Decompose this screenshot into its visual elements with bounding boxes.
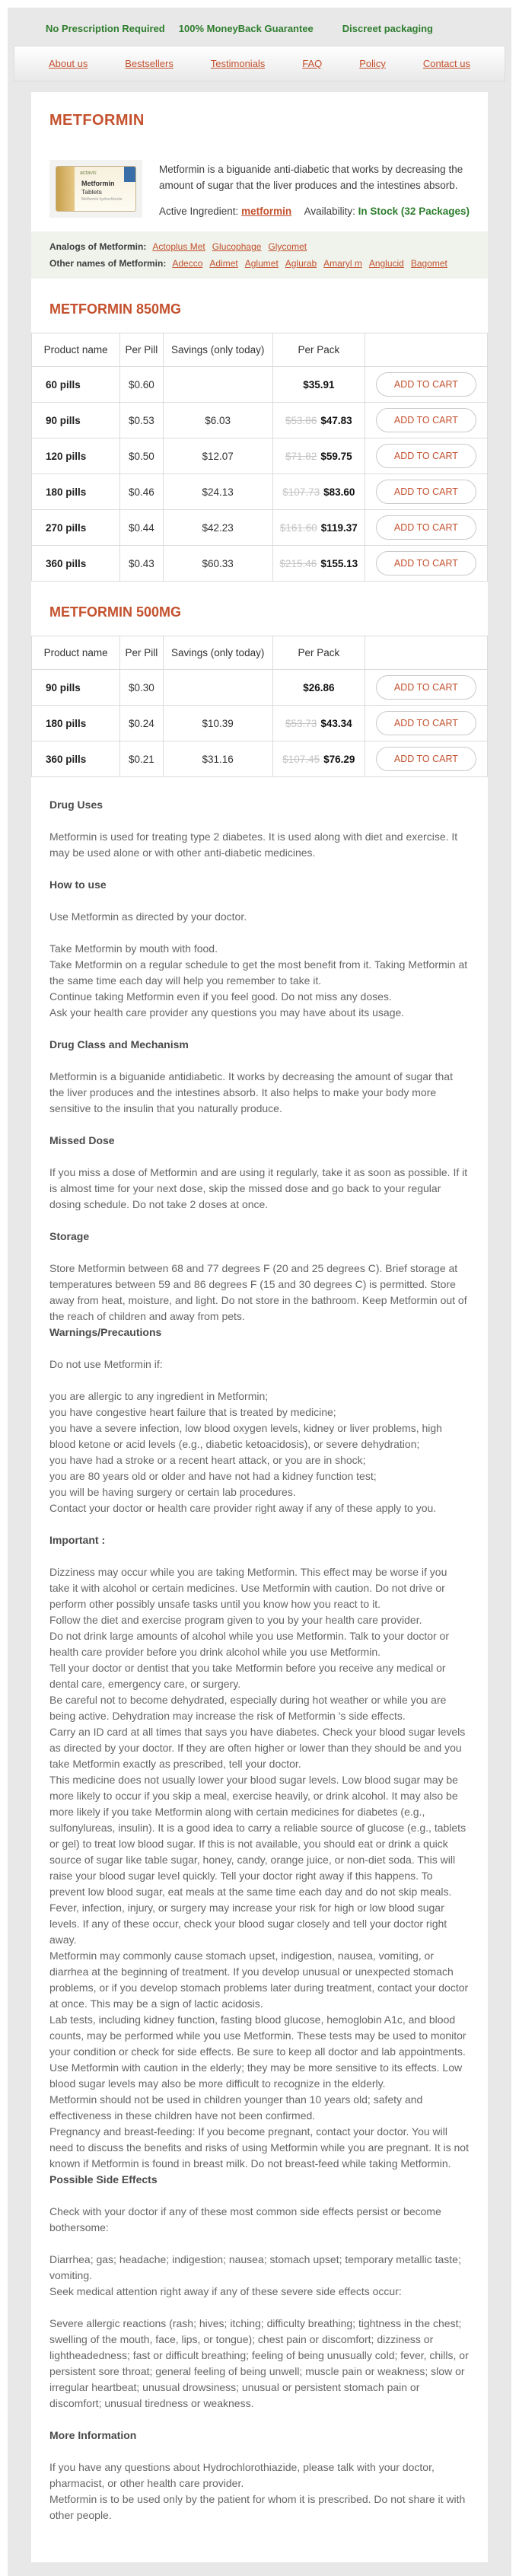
text-line: Metformin is to be used only by the patient for whom it is prescribed. Do not share it with other people. bbox=[49, 2493, 466, 2521]
cell-per-pack bbox=[272, 367, 365, 403]
text-line: Continue taking Metformin even if you feel good. Do not miss any doses. bbox=[49, 990, 392, 1003]
text-line: you have a severe infection, low blood oxygen levels, kidney or liver problems, high blood ketone or acid levels (e.g., diabetic ketoacidosis), or severe dehydration; bbox=[49, 1422, 442, 1450]
column-header-product-name: Product name bbox=[32, 333, 120, 367]
text-line: Metformin is used for treating type 2 diabetes. It is used along with diet and exercise. It may be used alone or with other anti-diabetic medicines. bbox=[49, 831, 458, 859]
analogs-label: Analogs of Metformin: bbox=[49, 241, 147, 252]
text-line: you have congestive heart failure that is treated by medicine; bbox=[49, 1406, 336, 1418]
cell-actions bbox=[365, 474, 487, 510]
analog-link-adimet[interactable]: Adimet bbox=[209, 258, 238, 269]
page-wrapper bbox=[8, 8, 511, 2576]
table-header-row bbox=[32, 636, 488, 670]
text-line: Pregnancy and breast-feeding: If you become pregnant, contact your doctor. You will need to discuss the benefits and risks of using Metformin while you are pregnant. It is not known if Metformin is found in breast milk. Do not breast-feed while taking Metformin. bbox=[49, 2125, 469, 2170]
product-description: Metformin is a biguanide anti-diabetic that works by decreasing the amount of sugar that the liver produces and the intestines absorb. bbox=[159, 164, 463, 191]
cell-savings: $6.03 bbox=[163, 403, 272, 438]
table-row bbox=[32, 438, 488, 474]
cell-savings: $10.39 bbox=[163, 706, 272, 741]
paragraph bbox=[49, 1357, 470, 1372]
subheading-warnings-precautions: Warnings/Precautions bbox=[49, 1326, 162, 1338]
paragraph bbox=[49, 1388, 470, 1516]
cell-savings: $12.07 bbox=[163, 438, 272, 474]
old-price: $107.45 bbox=[282, 753, 320, 765]
cell-actions bbox=[365, 510, 487, 546]
add-to-cart-button[interactable]: ADD TO CART bbox=[376, 444, 476, 468]
cell-savings: $24.13 bbox=[163, 474, 272, 510]
analog-link-glucophage[interactable]: Glucophage bbox=[212, 241, 262, 252]
analogs-box bbox=[31, 231, 488, 279]
section-heading-important: Important : bbox=[49, 1534, 106, 1546]
section-more-information bbox=[49, 2428, 470, 2523]
pack-price: $43.34 bbox=[320, 717, 352, 729]
paragraph bbox=[49, 1069, 470, 1117]
cell-actions bbox=[365, 741, 487, 777]
section-how-to-use bbox=[49, 877, 470, 1021]
analog-link-adecco[interactable]: Adecco bbox=[172, 258, 203, 269]
pill-box-corner bbox=[124, 167, 135, 182]
section-storage bbox=[49, 1229, 470, 1516]
active-ingredient-link[interactable]: metformin bbox=[241, 206, 292, 217]
cell-per-pack bbox=[272, 403, 365, 438]
pill-box-side bbox=[56, 167, 75, 211]
analog-link-aglumet[interactable]: Aglumet bbox=[244, 258, 279, 269]
feature-strip bbox=[8, 8, 511, 46]
text-line: Contact your doctor or health care provider right away if any of these apply to you. bbox=[49, 1502, 437, 1514]
analog-link-aglurab[interactable]: Aglurab bbox=[285, 258, 317, 269]
nav-link-faq[interactable]: FAQ bbox=[302, 58, 323, 69]
feature-discreet-packaging: Discreet packaging bbox=[342, 23, 433, 34]
analogs-row bbox=[49, 238, 470, 255]
column-header-per-pill: Per Pill bbox=[120, 333, 163, 367]
availability-label: Availability: bbox=[304, 206, 355, 217]
analog-link-anglucid[interactable]: Anglucid bbox=[368, 258, 404, 269]
text-line: Fever, infection, injury, or surgery may increase your risk for high or low blood sugar levels. If any of these occur, check your blood sugar closely and tell your doctor right away. bbox=[49, 1902, 447, 1946]
text-line: Seek medical attention right away if any of these severe side effects occur: bbox=[49, 2285, 402, 2297]
column-header-actions bbox=[365, 636, 487, 670]
cell-per-pack bbox=[272, 438, 365, 474]
ingredient-availability-row bbox=[159, 206, 470, 217]
cell-actions bbox=[365, 367, 487, 403]
text-line: Take Metformin on a regular schedule to get the most benefit from it. Taking Metformin at the same time each day will help you remember to take it. bbox=[49, 958, 468, 987]
section-heading-drug-class-and-mechanism: Drug Class and Mechanism bbox=[49, 1038, 189, 1050]
cell-actions bbox=[365, 670, 487, 706]
add-to-cart-button[interactable]: ADD TO CART bbox=[376, 551, 476, 575]
cell-product-name: 120 pills bbox=[32, 438, 120, 474]
cell-per-pill: $0.21 bbox=[120, 741, 163, 777]
pack-price: $35.91 bbox=[303, 378, 335, 391]
pill-box-type: Tablets bbox=[81, 188, 102, 196]
column-header-per-pack: Per Pack bbox=[272, 333, 365, 367]
pack-price: $155.13 bbox=[320, 557, 358, 569]
column-header-per-pill: Per Pill bbox=[120, 636, 163, 670]
cell-per-pill: $0.60 bbox=[120, 367, 163, 403]
cell-per-pack bbox=[272, 546, 365, 582]
text-line: Ask your health care provider any questions you may have about its usage. bbox=[49, 1006, 405, 1019]
table-row bbox=[32, 546, 488, 582]
product-summary bbox=[31, 129, 488, 218]
nav-link-bestsellers[interactable]: Bestsellers bbox=[125, 58, 174, 69]
feature-100-moneyback-guarantee: 100% MoneyBack Guarantee bbox=[178, 23, 314, 34]
pack-price: $26.86 bbox=[303, 681, 335, 693]
add-to-cart-button[interactable]: ADD TO CART bbox=[376, 747, 476, 771]
column-header-savings-only-today: Savings (only today) bbox=[163, 636, 272, 670]
cell-product-name: 180 pills bbox=[32, 474, 120, 510]
text-line: you have had a stroke or a recent heart attack, or you are in shock; bbox=[49, 1454, 366, 1466]
text-line: Metformin should not be used in children younger than 10 years old; safety and effectiveness in these children have not been confirmed. bbox=[49, 2093, 423, 2122]
active-ingredient bbox=[159, 206, 291, 217]
cell-savings bbox=[163, 670, 272, 706]
text-line: you are 80 years old or older and have not had a kidney function test; bbox=[49, 1470, 377, 1482]
text-line: Tell your doctor or dentist that you take Metformin before you receive any medical or dental care, emergency care, or surgery. bbox=[49, 1662, 446, 1690]
cell-per-pack bbox=[272, 741, 365, 777]
text-line: Metformin is a biguanide antidiabetic. It works by decreasing the amount of sugar that the liver produces and the intestines absorb. It also helps to make your body more sensitive to the insulin that you naturally produce. bbox=[49, 1070, 453, 1114]
text-line: Store Metformin between 68 and 77 degrees F (20 and 25 degrees C). Brief storage at temperatures between 59 and 86 degrees F (15 and 30 degrees C) is permitted. Store away from heat, moisture, and light. Do not store in the bathroom. Keep Metformin out of the reach of children and away from pets. bbox=[49, 1262, 467, 1322]
paragraph bbox=[49, 2252, 470, 2300]
cell-per-pill: $0.43 bbox=[120, 546, 163, 582]
old-price: $71.82 bbox=[285, 450, 317, 462]
table-row bbox=[32, 367, 488, 403]
cell-savings bbox=[163, 367, 272, 403]
section-drug-class-and-mechanism bbox=[49, 1037, 470, 1117]
text-line: Do not use Metformin if: bbox=[49, 1358, 163, 1370]
table-row bbox=[32, 510, 488, 546]
nav-link-testimonials[interactable]: Testimonials bbox=[210, 58, 266, 69]
column-header-actions bbox=[365, 333, 487, 367]
cell-product-name: 270 pills bbox=[32, 510, 120, 546]
text-line: Diarrhea; gas; headache; indigestion; nausea; stomach upset; temporary metallic taste; vomiting. bbox=[49, 2253, 461, 2281]
nav-link-contact-us[interactable]: Contact us bbox=[422, 58, 470, 69]
text-line: Follow the diet and exercise program given to you by your health care provider. bbox=[49, 1614, 422, 1626]
availability bbox=[304, 206, 470, 217]
product-card bbox=[31, 92, 488, 2562]
feature-no-prescription-required: No Prescription Required bbox=[46, 23, 165, 34]
product-info bbox=[159, 160, 470, 218]
analog-link-amaryl-m[interactable]: Amaryl m bbox=[323, 258, 362, 269]
cell-product-name: 360 pills bbox=[32, 546, 120, 582]
text-line: If you have any questions about Hydrochlorothiazide, please talk with your doctor, pharmacist, or other health care provider. bbox=[49, 2461, 435, 2489]
text-line: Metformin may commonly cause stomach upset, indigestion, nausea, vomiting, or diarrhea at the beginning of treatment. If you develop unusual or unexpected stomach problems, or if you develop stomach problems later during treatment, contact your doctor at once. This may be a sign of lactic acidosis. bbox=[49, 1950, 469, 2010]
add-to-cart-button[interactable]: ADD TO CART bbox=[376, 408, 476, 432]
other-names-row bbox=[49, 255, 470, 272]
pill-box-name: Metformin bbox=[81, 180, 115, 187]
paragraph bbox=[49, 941, 470, 1021]
add-to-cart-button[interactable]: ADD TO CART bbox=[376, 711, 476, 735]
section-heading-storage: Storage bbox=[49, 1230, 90, 1242]
active-ingredient-label: Active Ingredient: bbox=[159, 206, 239, 217]
column-header-per-pack: Per Pack bbox=[272, 636, 365, 670]
text-line: Carry an ID card at all times that says you have diabetes. Check your blood sugar levels as directed by your doctor. If they are often higher or lower than they should be and you take Metformin exactly as prescribed, tell your doctor. bbox=[49, 1726, 466, 1770]
cell-actions bbox=[365, 706, 487, 741]
cell-savings: $42.23 bbox=[163, 510, 272, 546]
cell-per-pill: $0.50 bbox=[120, 438, 163, 474]
section-heading-drug-uses: Drug Uses bbox=[49, 799, 103, 811]
paragraph bbox=[49, 829, 470, 861]
pack-price: $83.60 bbox=[323, 486, 355, 498]
cell-actions bbox=[365, 438, 487, 474]
page-title: METFORMIN bbox=[49, 112, 145, 129]
section-heading-more-information: More Information bbox=[49, 2429, 137, 2441]
text-line: Take Metformin by mouth with food. bbox=[49, 942, 218, 955]
drug-info-sections bbox=[31, 777, 488, 2523]
add-to-cart-button[interactable]: ADD TO CART bbox=[376, 675, 476, 700]
subheading-possible-side-effects: Possible Side Effects bbox=[49, 2173, 158, 2185]
cell-per-pill: $0.53 bbox=[120, 403, 163, 438]
text-line: This medicine does not usually lower your blood sugar levels. Low blood sugar may be more likely to occur if you skip a meal, exercise heavily, or drink alcohol. It may also be more likely if you take Metformin along with certain medicines for diabetes (e.g., sulfonylureas, insulin). It is a good idea to carry a reliable source of glucose (e.g., tablets or gel) to treat low blood sugar. If this is not available, you should eat or drink a quick source of sugar like table sugar, honey, candy, orange juice, or non-diet soda. This will raise your blood sugar level quickly. Tell your doctor right away if this happens. To prevent low blood sugar, eat meals at the same time each day and do not skip meals. bbox=[49, 1774, 466, 1898]
cell-actions bbox=[365, 403, 487, 438]
analog-link-glycomet[interactable]: Glycomet bbox=[268, 241, 307, 252]
nav-link-policy[interactable]: Policy bbox=[359, 58, 386, 69]
text-line: you will be having surgery or certain lab procedures. bbox=[49, 1486, 296, 1498]
table-row bbox=[32, 706, 488, 741]
add-to-cart-button[interactable]: ADD TO CART bbox=[376, 480, 476, 504]
paragraph bbox=[49, 1165, 470, 1213]
pill-box-subtitle: Metformin hydrochloride bbox=[81, 197, 123, 202]
cell-per-pack bbox=[272, 706, 365, 741]
paragraph bbox=[49, 909, 470, 925]
paragraph bbox=[49, 1261, 470, 1325]
pack-price: $119.37 bbox=[320, 521, 358, 534]
cell-product-name: 180 pills bbox=[32, 706, 120, 741]
navbar bbox=[14, 46, 505, 81]
table-row bbox=[32, 670, 488, 706]
analog-link-actoplus-met[interactable]: Actoplus Met bbox=[152, 241, 205, 252]
cell-per-pack bbox=[272, 474, 365, 510]
add-to-cart-button[interactable]: ADD TO CART bbox=[376, 372, 476, 397]
cell-per-pill: $0.24 bbox=[120, 706, 163, 741]
column-header-savings-only-today: Savings (only today) bbox=[163, 333, 272, 367]
add-to-cart-button[interactable]: ADD TO CART bbox=[376, 515, 476, 540]
section-important bbox=[49, 1532, 470, 2412]
price-tables bbox=[31, 279, 488, 777]
text-line: Check with your doctor if any of these most common side effects persist or become bothersome: bbox=[49, 2205, 441, 2233]
paragraph bbox=[49, 1564, 470, 2172]
paragraph bbox=[49, 2204, 470, 2236]
cell-product-name: 90 pills bbox=[32, 670, 120, 706]
pack-price: $59.75 bbox=[320, 450, 352, 462]
section-heading-how-to-use: How to use bbox=[49, 878, 107, 891]
analog-link-bagomet[interactable]: Bagomet bbox=[410, 258, 447, 269]
old-price: $53.86 bbox=[285, 414, 317, 426]
table-row bbox=[32, 474, 488, 510]
cell-per-pack bbox=[272, 670, 365, 706]
section-heading-missed-dose: Missed Dose bbox=[49, 1134, 115, 1146]
cell-per-pill: $0.30 bbox=[120, 670, 163, 706]
table-title-metformin-500mg: METFORMIN 500MG bbox=[49, 604, 182, 620]
paragraph bbox=[49, 2316, 470, 2412]
text-line: Be careful not to become dehydrated, especially during hot weather or while you are being active. Dehydration may increase the risk of Metformin 's side effects. bbox=[49, 1694, 447, 1722]
product-image bbox=[49, 160, 142, 218]
table-header-row bbox=[32, 333, 488, 367]
old-price: $161.60 bbox=[279, 521, 317, 534]
text-line: Use Metformin with caution in the elderly; they may be more sensitive to its effects. Low blood sugar levels may also be more difficult to recognize in the elderly. bbox=[49, 2061, 463, 2090]
pack-price: $76.29 bbox=[323, 753, 355, 765]
table-row bbox=[32, 403, 488, 438]
old-price: $53.73 bbox=[285, 717, 317, 729]
cell-savings: $31.16 bbox=[163, 741, 272, 777]
text-line: Do not drink large amounts of alcohol while you use Metformin. Talk to your doctor or health care provider before you drink alcohol while you use Metformin. bbox=[49, 1630, 449, 1658]
old-price: $107.73 bbox=[282, 486, 320, 498]
cell-product-name: 90 pills bbox=[32, 403, 120, 438]
table-row bbox=[32, 741, 488, 777]
text-line: If you miss a dose of Metformin and are using it regularly, take it as soon as possible. If it is almost time for your next dose, skip the missed dose and go back to your regular dosing schedule. Do not take 2 doses at once. bbox=[49, 1166, 468, 1210]
cell-actions bbox=[365, 546, 487, 582]
column-header-product-name: Product name bbox=[32, 636, 120, 670]
paragraph bbox=[49, 2460, 470, 2523]
text-line: you are allergic to any ingredient in Metformin; bbox=[49, 1390, 269, 1402]
nav-link-about-us[interactable]: About us bbox=[49, 58, 88, 69]
cell-per-pill: $0.44 bbox=[120, 510, 163, 546]
price-table-metformin-500mg bbox=[31, 636, 488, 777]
cell-per-pack bbox=[272, 510, 365, 546]
text-line: Severe allergic reactions (rash; hives; itching; difficulty breathing; tightness in the chest; swelling of the mouth, face, lips, or tongue); chest pain or discomfort; dizziness or lightheadedness; fast or difficult breathing; feeling of being unusually cold; fever, chills, or persistent sore throat; general feeling of being unwell; muscle pain or weakness; slow or irregular heartbeat; unusual drowsiness; unusual or persistent stomach pain or discomfort; unusual tiredness or weakness. bbox=[49, 2317, 469, 2409]
pack-price: $47.83 bbox=[320, 414, 352, 426]
pill-box-brand: actavis bbox=[80, 171, 97, 176]
old-price: $215.46 bbox=[279, 557, 317, 569]
text-line: Use Metformin as directed by your doctor. bbox=[49, 910, 247, 923]
cell-savings: $60.33 bbox=[163, 546, 272, 582]
section-drug-uses bbox=[49, 797, 470, 861]
table-title-metformin-850mg: METFORMIN 850MG bbox=[49, 301, 182, 317]
text-line: Lab tests, including kidney function, fasting blood glucose, hemoglobin A1c, and blood counts, may be performed while you use Metformin. These tests may be used to monitor your condition or check for side effects. Be sure to keep all doctor and lab appointments. bbox=[49, 2013, 466, 2058]
text-line: Dizziness may occur while you are taking Metformin. This effect may be worse if you take it with alcohol or certain medicines. Use Metformin with caution. Do not drive or perform other possibly unsafe tasks until you know how you react to it. bbox=[49, 1566, 447, 1610]
pill-box-image bbox=[56, 166, 136, 212]
availability-value: In Stock (32 Packages) bbox=[358, 206, 470, 217]
analogs-label: Other names of Metformin: bbox=[49, 258, 167, 269]
price-table-metformin-850mg bbox=[31, 333, 488, 582]
cell-product-name: 360 pills bbox=[32, 741, 120, 777]
cell-product-name: 60 pills bbox=[32, 367, 120, 403]
section-missed-dose bbox=[49, 1133, 470, 1213]
cell-per-pill: $0.46 bbox=[120, 474, 163, 510]
